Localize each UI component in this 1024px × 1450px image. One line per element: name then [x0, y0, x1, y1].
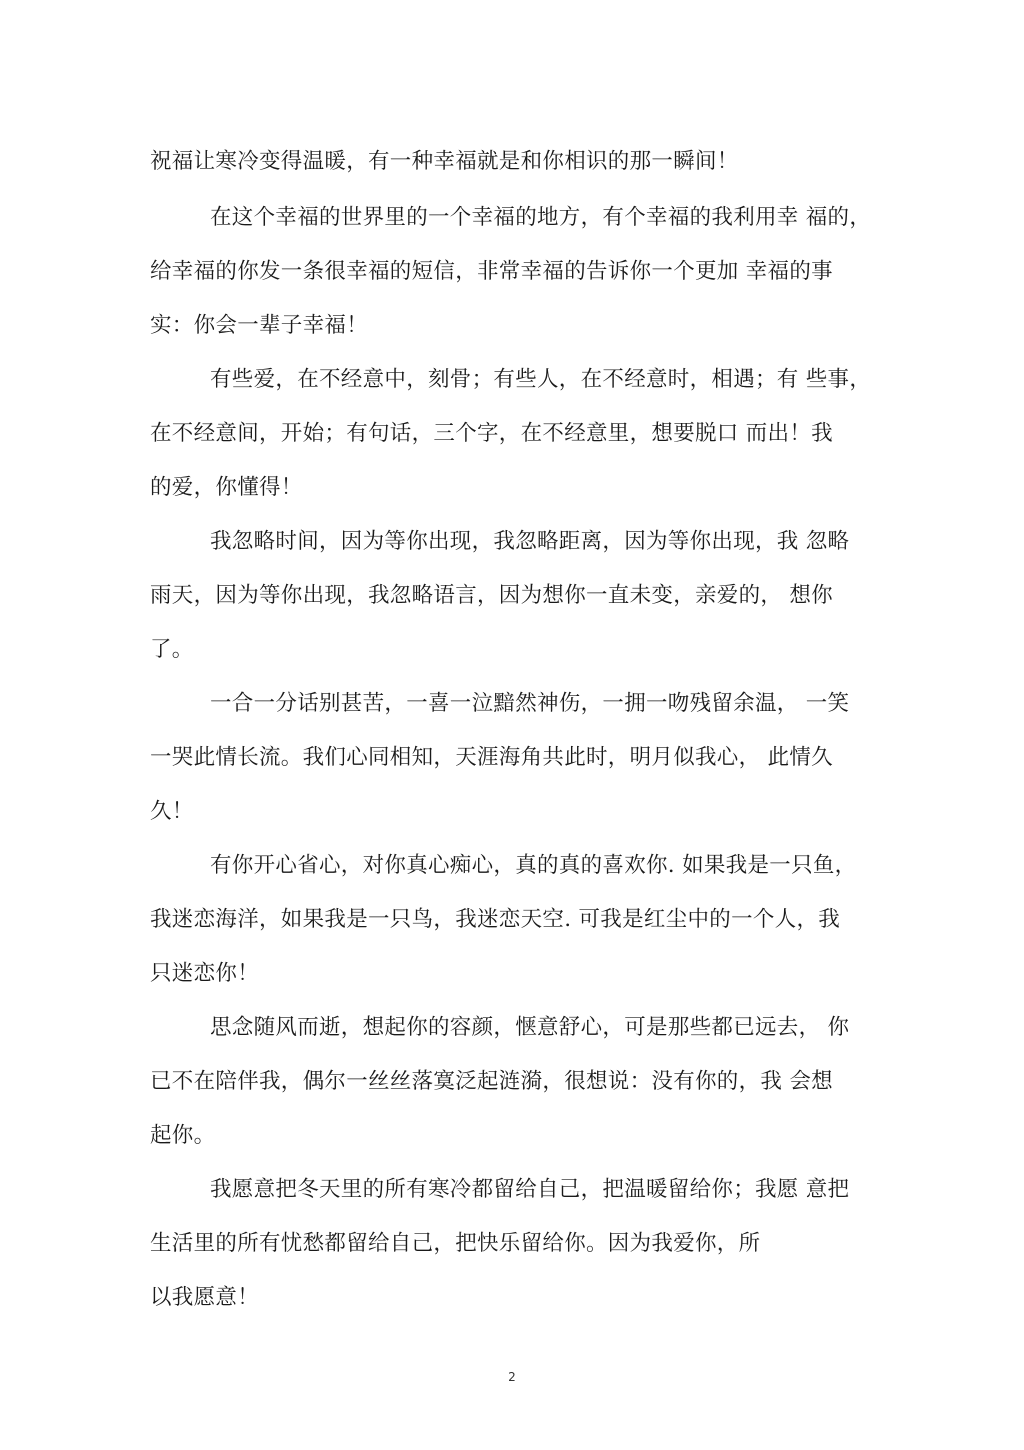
text-line: 给幸福的你发一条很幸福的短信，非常幸福的告诉你一个更加 幸福的事: [150, 259, 833, 284]
text-line: 已不在陪伴我，偶尔一丝丝落寞泛起涟漪，很想说：没有你的，我 会想: [150, 1069, 833, 1094]
text-line: 久！: [150, 799, 194, 824]
text-line: 一哭此情长流。我们心同相知，天涯海角共此时，明月似我心， 此情久: [150, 745, 833, 770]
text-line: 实：你会一辈子幸福！: [150, 313, 369, 338]
text-line: 祝福让寒冷变得温暖，有一种幸福就是和你相识的那一瞬间！: [150, 149, 739, 174]
text-line: 只迷恋你！: [150, 961, 260, 986]
paragraph-first-line: 我愿意把冬天里的所有寒冷都留给自己，把温暖留给你；我愿 意把: [210, 1177, 850, 1202]
paragraph-first-line: 有你开心省心，对你真心痴心，真的真的喜欢你. 如果我是一只鱼，: [210, 853, 857, 878]
text-line: 雨天，因为等你出现，我忽略语言，因为想你一直未变，亲爱的， 想你: [150, 583, 833, 608]
text-line: 了。: [150, 637, 194, 662]
text-line: 的爱，你懂得！: [150, 475, 303, 500]
text-line: 我迷恋海洋，如果我是一只鸟，我迷恋天空. 可我是红尘中的一个人，我: [150, 907, 841, 932]
text-line: 以我愿意！: [150, 1285, 260, 1310]
text-line: 生活里的所有忧愁都留给自己，把快乐留给你。因为我爱你，所: [150, 1231, 761, 1256]
text-line: 起你。: [150, 1123, 216, 1148]
paragraph-first-line: 有些爱，在不经意中，刻骨；有些人，在不经意时，相遇；有 些事，: [210, 367, 872, 392]
text-line: 在不经意间，开始；有句话，三个字，在不经意里，想要脱口 而出！我: [150, 421, 833, 446]
paragraph-first-line: 一合一分话别甚苦，一喜一泣黯然神伤，一拥一吻残留余温， 一笑: [210, 691, 850, 716]
paragraph-first-line: 我忽略时间，因为等你出现，我忽略距离，因为等你出现，我 忽略: [210, 529, 850, 554]
page-number: 2: [508, 1370, 516, 1384]
paragraph-first-line: 思念随风而逝，想起你的容颜，惬意舒心，可是那些都已远去， 你: [210, 1015, 850, 1040]
paragraph-first-line: 在这个幸福的世界里的一个幸福的地方，有个幸福的我利用幸 福的，: [210, 205, 872, 230]
